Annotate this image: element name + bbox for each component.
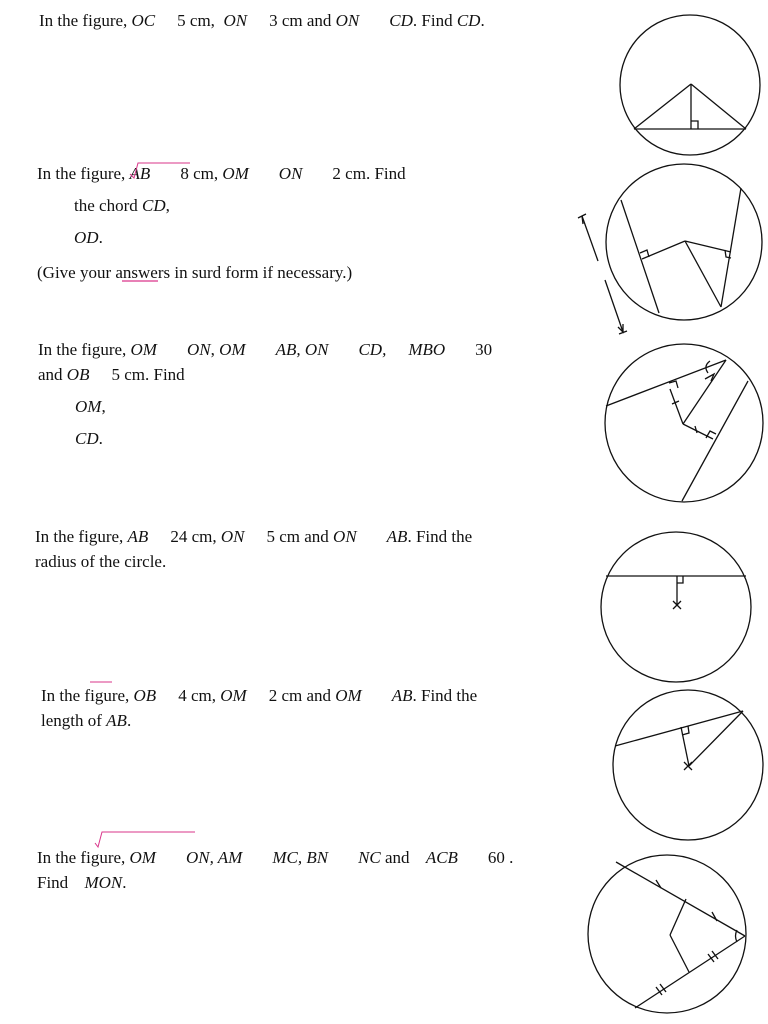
text: . xyxy=(98,429,103,448)
figure-4 xyxy=(600,526,754,688)
angle-arc-c xyxy=(736,930,738,942)
tick-mark-mc xyxy=(712,912,717,921)
math-var: CD xyxy=(456,11,481,30)
question-5-text-line-1 xyxy=(41,683,477,708)
question-2-note xyxy=(37,260,406,285)
text: and xyxy=(380,848,414,867)
text: , xyxy=(165,196,170,215)
math-var: ON, AM xyxy=(185,848,243,867)
segment-on xyxy=(685,241,731,252)
text: 5 cm. Find xyxy=(111,365,185,384)
text: In the figure, xyxy=(37,848,130,867)
question-2-part-a xyxy=(37,193,406,218)
question-2-text xyxy=(37,161,406,186)
chord-ab xyxy=(615,711,743,746)
math-var: MC, BN xyxy=(272,848,329,867)
math-var: OM xyxy=(129,848,156,867)
figure-2 xyxy=(574,160,766,338)
question-6-text-line-1 xyxy=(37,845,513,870)
math-var: AB xyxy=(106,711,127,730)
figure-5 xyxy=(612,686,766,846)
math-var: MBO xyxy=(408,340,446,359)
figure-6 xyxy=(588,850,752,1016)
right-angle-mark xyxy=(691,121,698,129)
text: In the figure, xyxy=(41,686,134,705)
math-var: OM xyxy=(75,397,102,416)
radius-oc xyxy=(634,84,691,129)
text: . Find xyxy=(412,11,457,30)
circle xyxy=(588,855,746,1013)
segment-ob xyxy=(683,360,726,424)
math-var: OM xyxy=(222,164,249,183)
text: . xyxy=(98,228,103,247)
text: 4 cm xyxy=(178,686,212,705)
text: length of xyxy=(41,711,107,730)
question-5 xyxy=(41,683,477,733)
text: 30 xyxy=(475,340,493,359)
text: . Find the xyxy=(407,527,473,546)
question-6 xyxy=(37,845,513,895)
math-var: AB xyxy=(391,686,413,705)
right-angle-mark xyxy=(677,576,683,583)
chord-cd xyxy=(682,381,748,501)
chord-bc xyxy=(635,936,745,1008)
math-var: ACB xyxy=(425,848,458,867)
figure-1 xyxy=(618,12,764,162)
math-var: ON xyxy=(333,527,357,546)
segment-om xyxy=(670,389,683,424)
question-4-text-line-1 xyxy=(35,524,472,549)
text: radius of the circle. xyxy=(35,552,167,571)
question-5-text-line-2 xyxy=(41,708,477,733)
question-3-text-line-2 xyxy=(38,362,492,387)
text: 5 cm, xyxy=(177,11,215,30)
math-var: OC xyxy=(131,11,156,30)
math-var: CD xyxy=(75,429,99,448)
text: In the figure, xyxy=(35,527,128,546)
question-1-text xyxy=(39,8,485,33)
math-var: OB xyxy=(66,365,90,384)
text: . Find the xyxy=(412,686,478,705)
text: . xyxy=(122,873,127,892)
math-var: CD xyxy=(141,196,166,215)
dimension-arrow-bottom xyxy=(618,324,627,334)
text: In the figure, xyxy=(37,164,130,183)
chord-ac xyxy=(616,862,745,936)
radius-od xyxy=(691,84,746,129)
text: , xyxy=(211,686,221,705)
segment-on xyxy=(683,424,713,439)
math-var: OM xyxy=(130,340,157,359)
math-var: AB xyxy=(129,164,151,183)
text: (Give your answers in surd form if necessary.) xyxy=(37,263,353,282)
question-4 xyxy=(35,524,472,574)
text: 3 cm and xyxy=(269,11,336,30)
text: In the figure, xyxy=(39,11,132,30)
text: Find xyxy=(37,873,73,892)
text: the chord xyxy=(74,196,142,215)
text: 8 cm, xyxy=(180,164,223,183)
math-var: ON xyxy=(220,527,245,546)
math-var: ON xyxy=(186,340,211,359)
math-var: AB xyxy=(386,527,408,546)
text: 60 xyxy=(487,848,505,867)
right-angle-mark-m xyxy=(669,381,678,388)
text: . xyxy=(126,711,132,730)
question-2-part-b xyxy=(37,225,406,250)
text: In the figure, xyxy=(38,340,131,359)
circle xyxy=(601,532,751,682)
math-var: OM xyxy=(335,686,362,705)
math-var: OM xyxy=(219,340,246,359)
chord-ab xyxy=(606,360,726,406)
segment-on xyxy=(670,935,689,972)
dimension-line-top xyxy=(582,216,598,261)
math-var: MON xyxy=(84,873,123,892)
text: 2 cm and xyxy=(268,686,336,705)
question-3-text-line-1 xyxy=(38,337,492,362)
math-var: OM xyxy=(220,686,247,705)
segment-om xyxy=(670,899,686,935)
circle xyxy=(613,690,763,840)
math-var: ON xyxy=(335,11,360,30)
text: and xyxy=(38,365,67,384)
tick-mark-nc-1 xyxy=(708,954,714,962)
math-var: AB, ON xyxy=(275,340,329,359)
text: 5 cm and xyxy=(266,527,334,546)
text: . xyxy=(504,848,514,867)
question-1 xyxy=(39,8,485,33)
math-var: CD xyxy=(389,11,413,30)
chord-ab xyxy=(621,200,659,313)
question-6-text-line-2 xyxy=(37,870,513,895)
figure-3 xyxy=(602,340,766,506)
math-var: CD, xyxy=(358,340,387,359)
text: 24 cm, xyxy=(170,527,221,546)
question-3-part-b xyxy=(38,426,492,451)
text: , xyxy=(101,397,106,416)
chord-cd xyxy=(721,188,741,307)
text: 2 cm. Find xyxy=(332,164,406,183)
segment-od xyxy=(685,241,721,307)
segment-ob xyxy=(689,711,743,766)
math-var: NC xyxy=(358,848,381,867)
math-var: ON xyxy=(278,164,303,183)
math-var: ON xyxy=(223,11,248,30)
question-4-text-line-2 xyxy=(35,549,472,574)
math-var: OD xyxy=(74,228,99,247)
question-3 xyxy=(38,337,492,451)
text: . xyxy=(480,11,485,30)
question-2 xyxy=(37,161,406,285)
text: , xyxy=(210,340,220,359)
question-3-part-a xyxy=(38,394,492,419)
math-var: OB xyxy=(133,686,157,705)
math-var: AB xyxy=(127,527,149,546)
